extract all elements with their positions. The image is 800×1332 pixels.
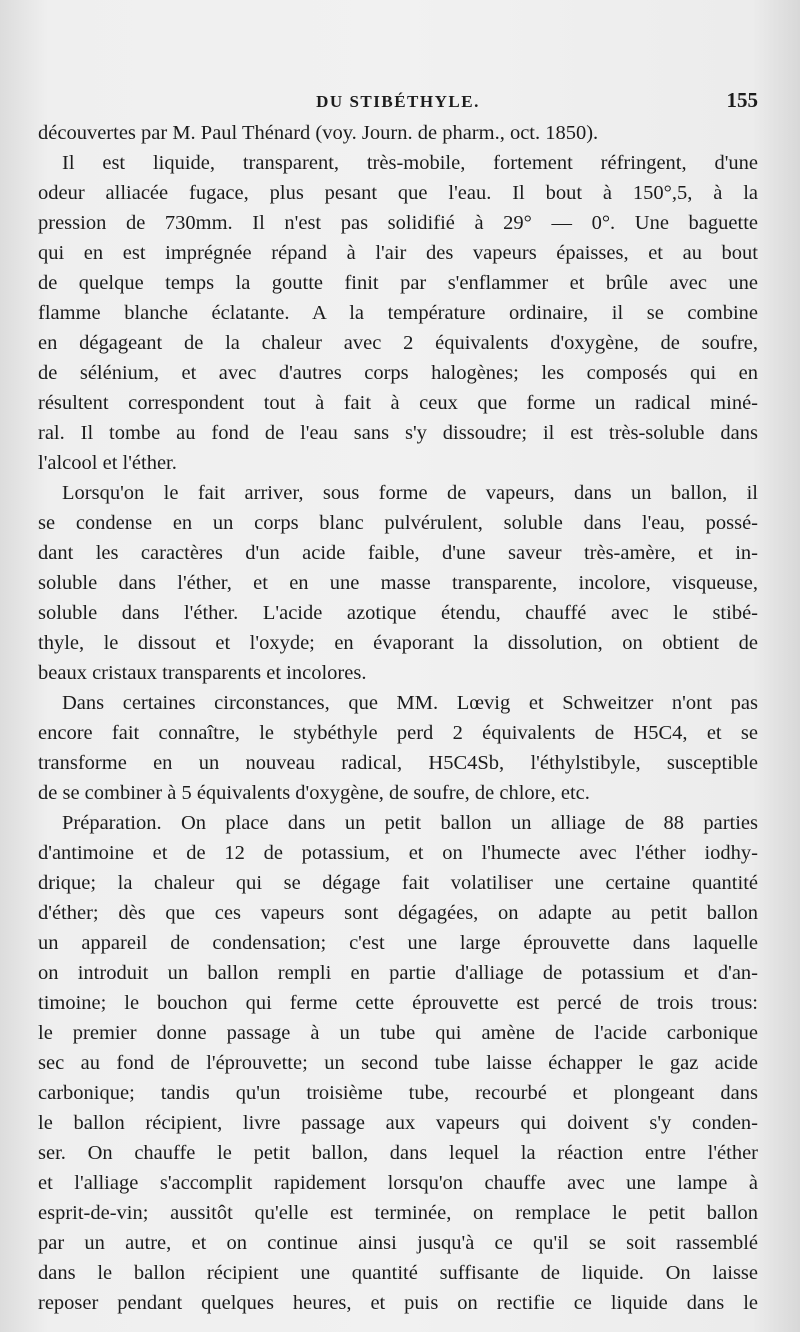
text-line: transforme en un nouveau radical, H5C4Sb, l'éthylstibyle, susceptible xyxy=(38,752,758,774)
text-line: qui en est imprégnée répand à l'air des vapeurs épaisses, et au bout xyxy=(38,242,758,264)
text-line: résultent correspondent tout à fait à ceux que forme un radical miné- xyxy=(38,392,758,414)
running-head: DU STIBÉTHYLE. xyxy=(316,92,480,111)
text-line: carbonique; tandis qu'un troisième tube, recourbé et plongeant dans xyxy=(38,1082,758,1104)
text-line: d'antimoine et de 12 de potassium, et on l'humecte avec l'éther iodhy- xyxy=(38,842,758,864)
text-line: on introduit un ballon rempli en partie d'alliage de potassium et d'an- xyxy=(38,962,758,984)
text-line: le ballon récipient, livre passage aux vapeurs qui doivent s'y conden- xyxy=(38,1112,758,1134)
text-line: ser. On chauffe le petit ballon, dans lequel la réaction entre l'éther xyxy=(38,1142,758,1164)
text-line: soluble dans l'éther, et en une masse transparente, incolore, visqueuse, xyxy=(38,572,758,594)
page-header xyxy=(38,88,758,118)
text-line: par un autre, et on continue ainsi jusqu'à ce qu'il se soit rassemblé xyxy=(38,1232,758,1254)
text-line: d'éther; dès que ces vapeurs sont dégagées, on adapte au petit ballon xyxy=(38,902,758,924)
text-line: ral. Il tombe au fond de l'eau sans s'y dissoudre; il est très-soluble dans xyxy=(38,422,758,444)
text-line: Il est liquide, transparent, très-mobile, fortement réfringent, d'une xyxy=(62,152,758,174)
text-line: thyle, le dissout et l'oxyde; en évaporant la dissolution, on obtient de xyxy=(38,632,758,654)
text-line: en dégageant de la chaleur avec 2 équivalents d'oxygène, de soufre, xyxy=(38,332,758,354)
text-line: de quelque temps la goutte finit par s'enflammer et brûle avec une xyxy=(38,272,758,294)
text-line: dant les caractères d'un acide faible, d'une saveur très-amère, et in- xyxy=(38,542,758,564)
text-line: dans le ballon récipient une quantité suffisante de liquide. On laisse xyxy=(38,1262,758,1284)
text-line: découvertes par M. Paul Thénard (voy. Journ. de pharm., oct. 1850). xyxy=(38,122,599,144)
text-line: pression de 730mm. Il n'est pas solidifié à 29° — 0°. Une baguette xyxy=(38,212,758,234)
text-line: un appareil de condensation; c'est une large éprouvette dans laquelle xyxy=(38,932,758,954)
text-line: reposer pendant quelques heures, et puis on rectifie ce liquide dans le xyxy=(38,1292,758,1314)
text-line: timoine; le bouchon qui ferme cette éprouvette est percé de trois trous: xyxy=(38,992,758,1014)
text-line: flamme blanche éclatante. A la température ordinaire, il se combine xyxy=(38,302,758,324)
body-text xyxy=(38,118,758,1318)
text-line: sec au fond de l'éprouvette; un second tube laisse échapper le gaz acide xyxy=(38,1052,758,1074)
text-line: esprit-de-vin; aussitôt qu'elle est terminée, on remplace le petit ballon xyxy=(38,1202,758,1224)
text-line: de se combiner à 5 équivalents d'oxygène, de soufre, de chlore, etc. xyxy=(38,782,590,804)
text-line: et l'alliage s'accomplit rapidement lorsqu'on chauffe avec une lampe à xyxy=(38,1172,758,1194)
text-line: soluble dans l'éther. L'acide azotique étendu, chauffé avec le stibé- xyxy=(38,602,758,624)
text-line: odeur alliacée fugace, plus pesant que l'eau. Il bout à 150°,5, à la xyxy=(38,182,758,204)
text-line: encore fait connaître, le stybéthyle perd 2 équivalents de H5C4, et se xyxy=(38,722,758,744)
text-line: se condense en un corps blanc pulvérulent, soluble dans l'eau, possé- xyxy=(38,512,758,534)
page-number: 155 xyxy=(726,88,758,112)
text-line: Préparation. On place dans un petit ballon un alliage de 88 parties xyxy=(62,812,758,834)
text-line: Lorsqu'on le fait arriver, sous forme de vapeurs, dans un ballon, il xyxy=(62,482,758,504)
text-line: drique; la chaleur qui se dégage fait volatiliser une certaine quantité xyxy=(38,872,758,894)
text-line: beaux cristaux transparents et incolores. xyxy=(38,662,367,684)
text-line: Dans certaines circonstances, que MM. Lœvig et Schweitzer n'ont pas xyxy=(62,692,758,714)
text-line: l'alcool et l'éther. xyxy=(38,452,177,474)
text-line: le premier donne passage à un tube qui amène de l'acide carbonique xyxy=(38,1022,758,1044)
text-line: de sélénium, et avec d'autres corps halogènes; les composés qui en xyxy=(38,362,758,384)
